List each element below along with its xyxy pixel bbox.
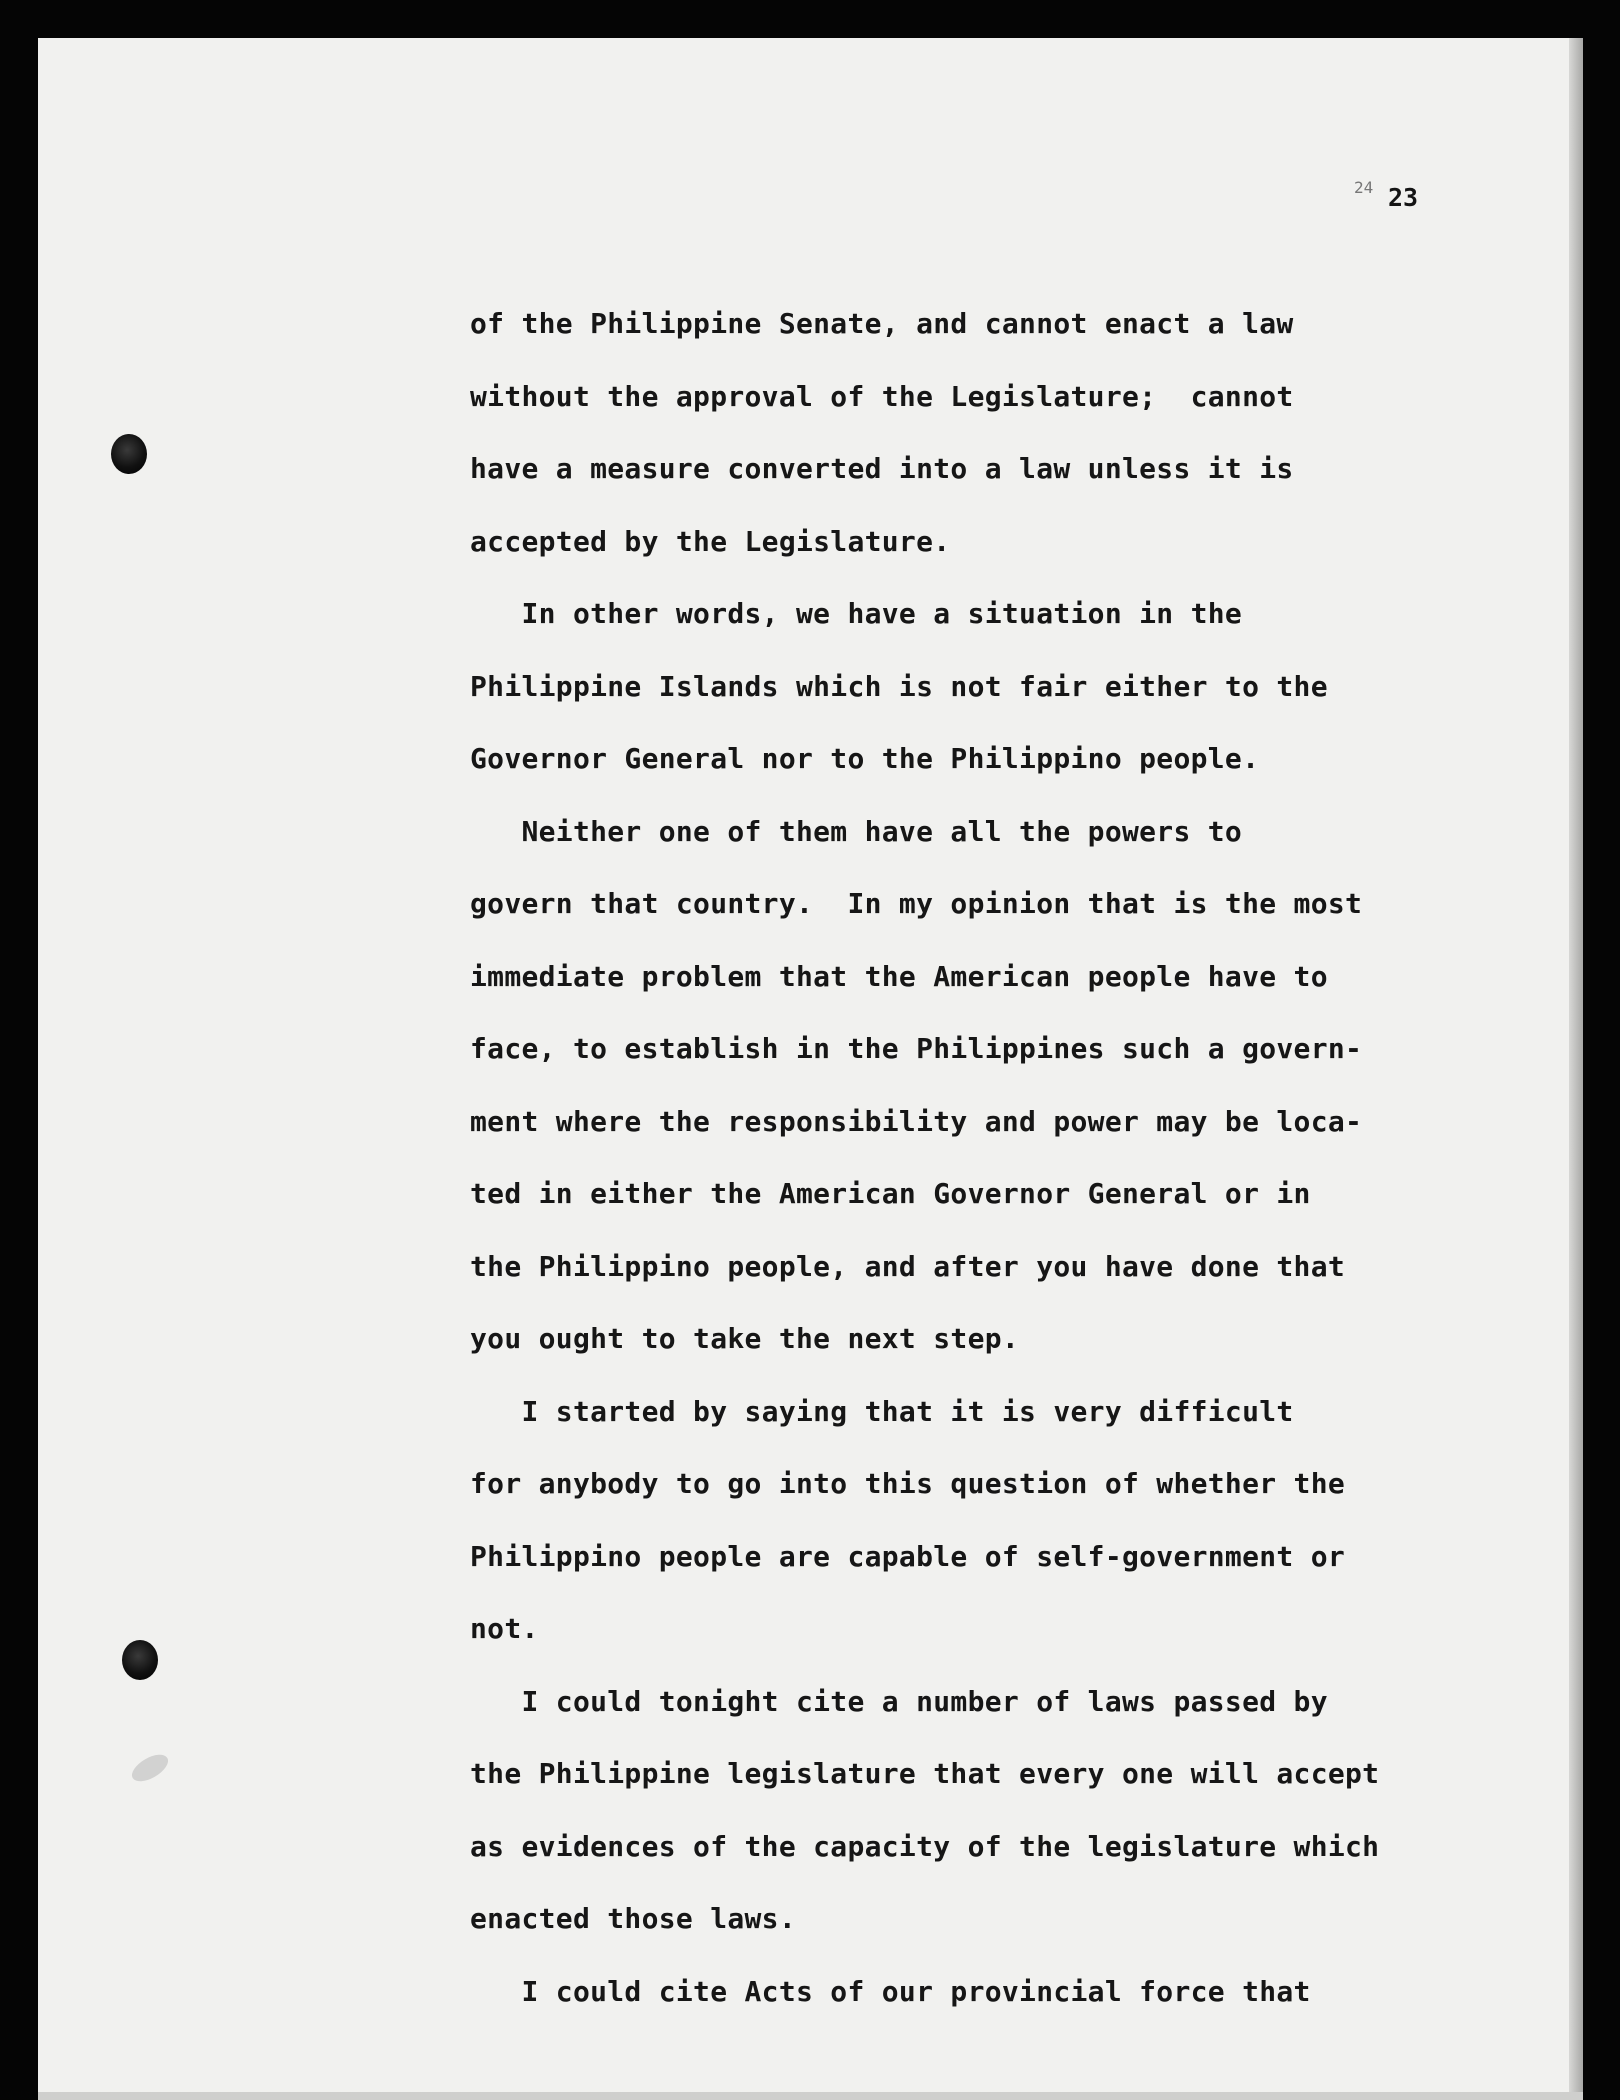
page-edge-shadow (1569, 38, 1583, 2100)
text-line: accepted by the Legislature. (470, 524, 951, 558)
typed-text-body (470, 288, 1560, 2028)
page-bottom-edge (38, 2092, 1583, 2100)
text-line: Neither one of them have all the powers to (470, 814, 1243, 848)
text-line: In other words, we have a situation in the (470, 597, 1243, 630)
document-page (38, 38, 1583, 2100)
text-line: I started by saying that it is very difficult (470, 1394, 1294, 1428)
text-line: I could tonight cite a number of laws passed by (470, 1684, 1328, 1718)
page-smudge (128, 1749, 173, 1786)
text-line: of the Philippine Senate, and cannot enact a law (470, 307, 1294, 340)
text-line: Philippine Islands which is not fair either to the (470, 669, 1328, 703)
text-line: you ought to take the next step. (470, 1322, 1020, 1355)
text-line: as evidences of the capacity of the legislature which (470, 1829, 1380, 1863)
text-line: have a measure converted into a law unless it is (470, 452, 1294, 485)
text-line: ted in either the American Governor General or in (470, 1177, 1311, 1210)
punch-hole-top (111, 434, 147, 474)
text-line: not. (470, 1612, 539, 1645)
text-line: govern that country. In my opinion that is the most (470, 887, 1363, 920)
stray-page-number: 24 (1354, 178, 1374, 197)
text-line: enacted those laws. (470, 1902, 796, 1935)
text-line: face, to establish in the Philippines such a govern- (470, 1032, 1363, 1065)
text-line: without the approval of the Legislature; cannot (470, 379, 1294, 413)
punch-hole-bottom (122, 1640, 158, 1680)
text-line: for anybody to go into this question of whether the (470, 1467, 1346, 1500)
text-line: I could cite Acts of our provincial force that (470, 1974, 1311, 2008)
page-number: 23 (1388, 183, 1419, 212)
text-line: Philippino people are capable of self-government or (470, 1539, 1346, 1573)
text-line: Governor General nor to the Philippino people. (470, 742, 1260, 775)
text-line: the Philippine legislature that every one will accept (470, 1757, 1380, 1790)
text-line: immediate problem that the American people have to (470, 959, 1328, 993)
text-line: the Philippino people, and after you have done that (470, 1249, 1346, 1283)
text-line: ment where the responsibility and power may be loca- (470, 1104, 1363, 1138)
